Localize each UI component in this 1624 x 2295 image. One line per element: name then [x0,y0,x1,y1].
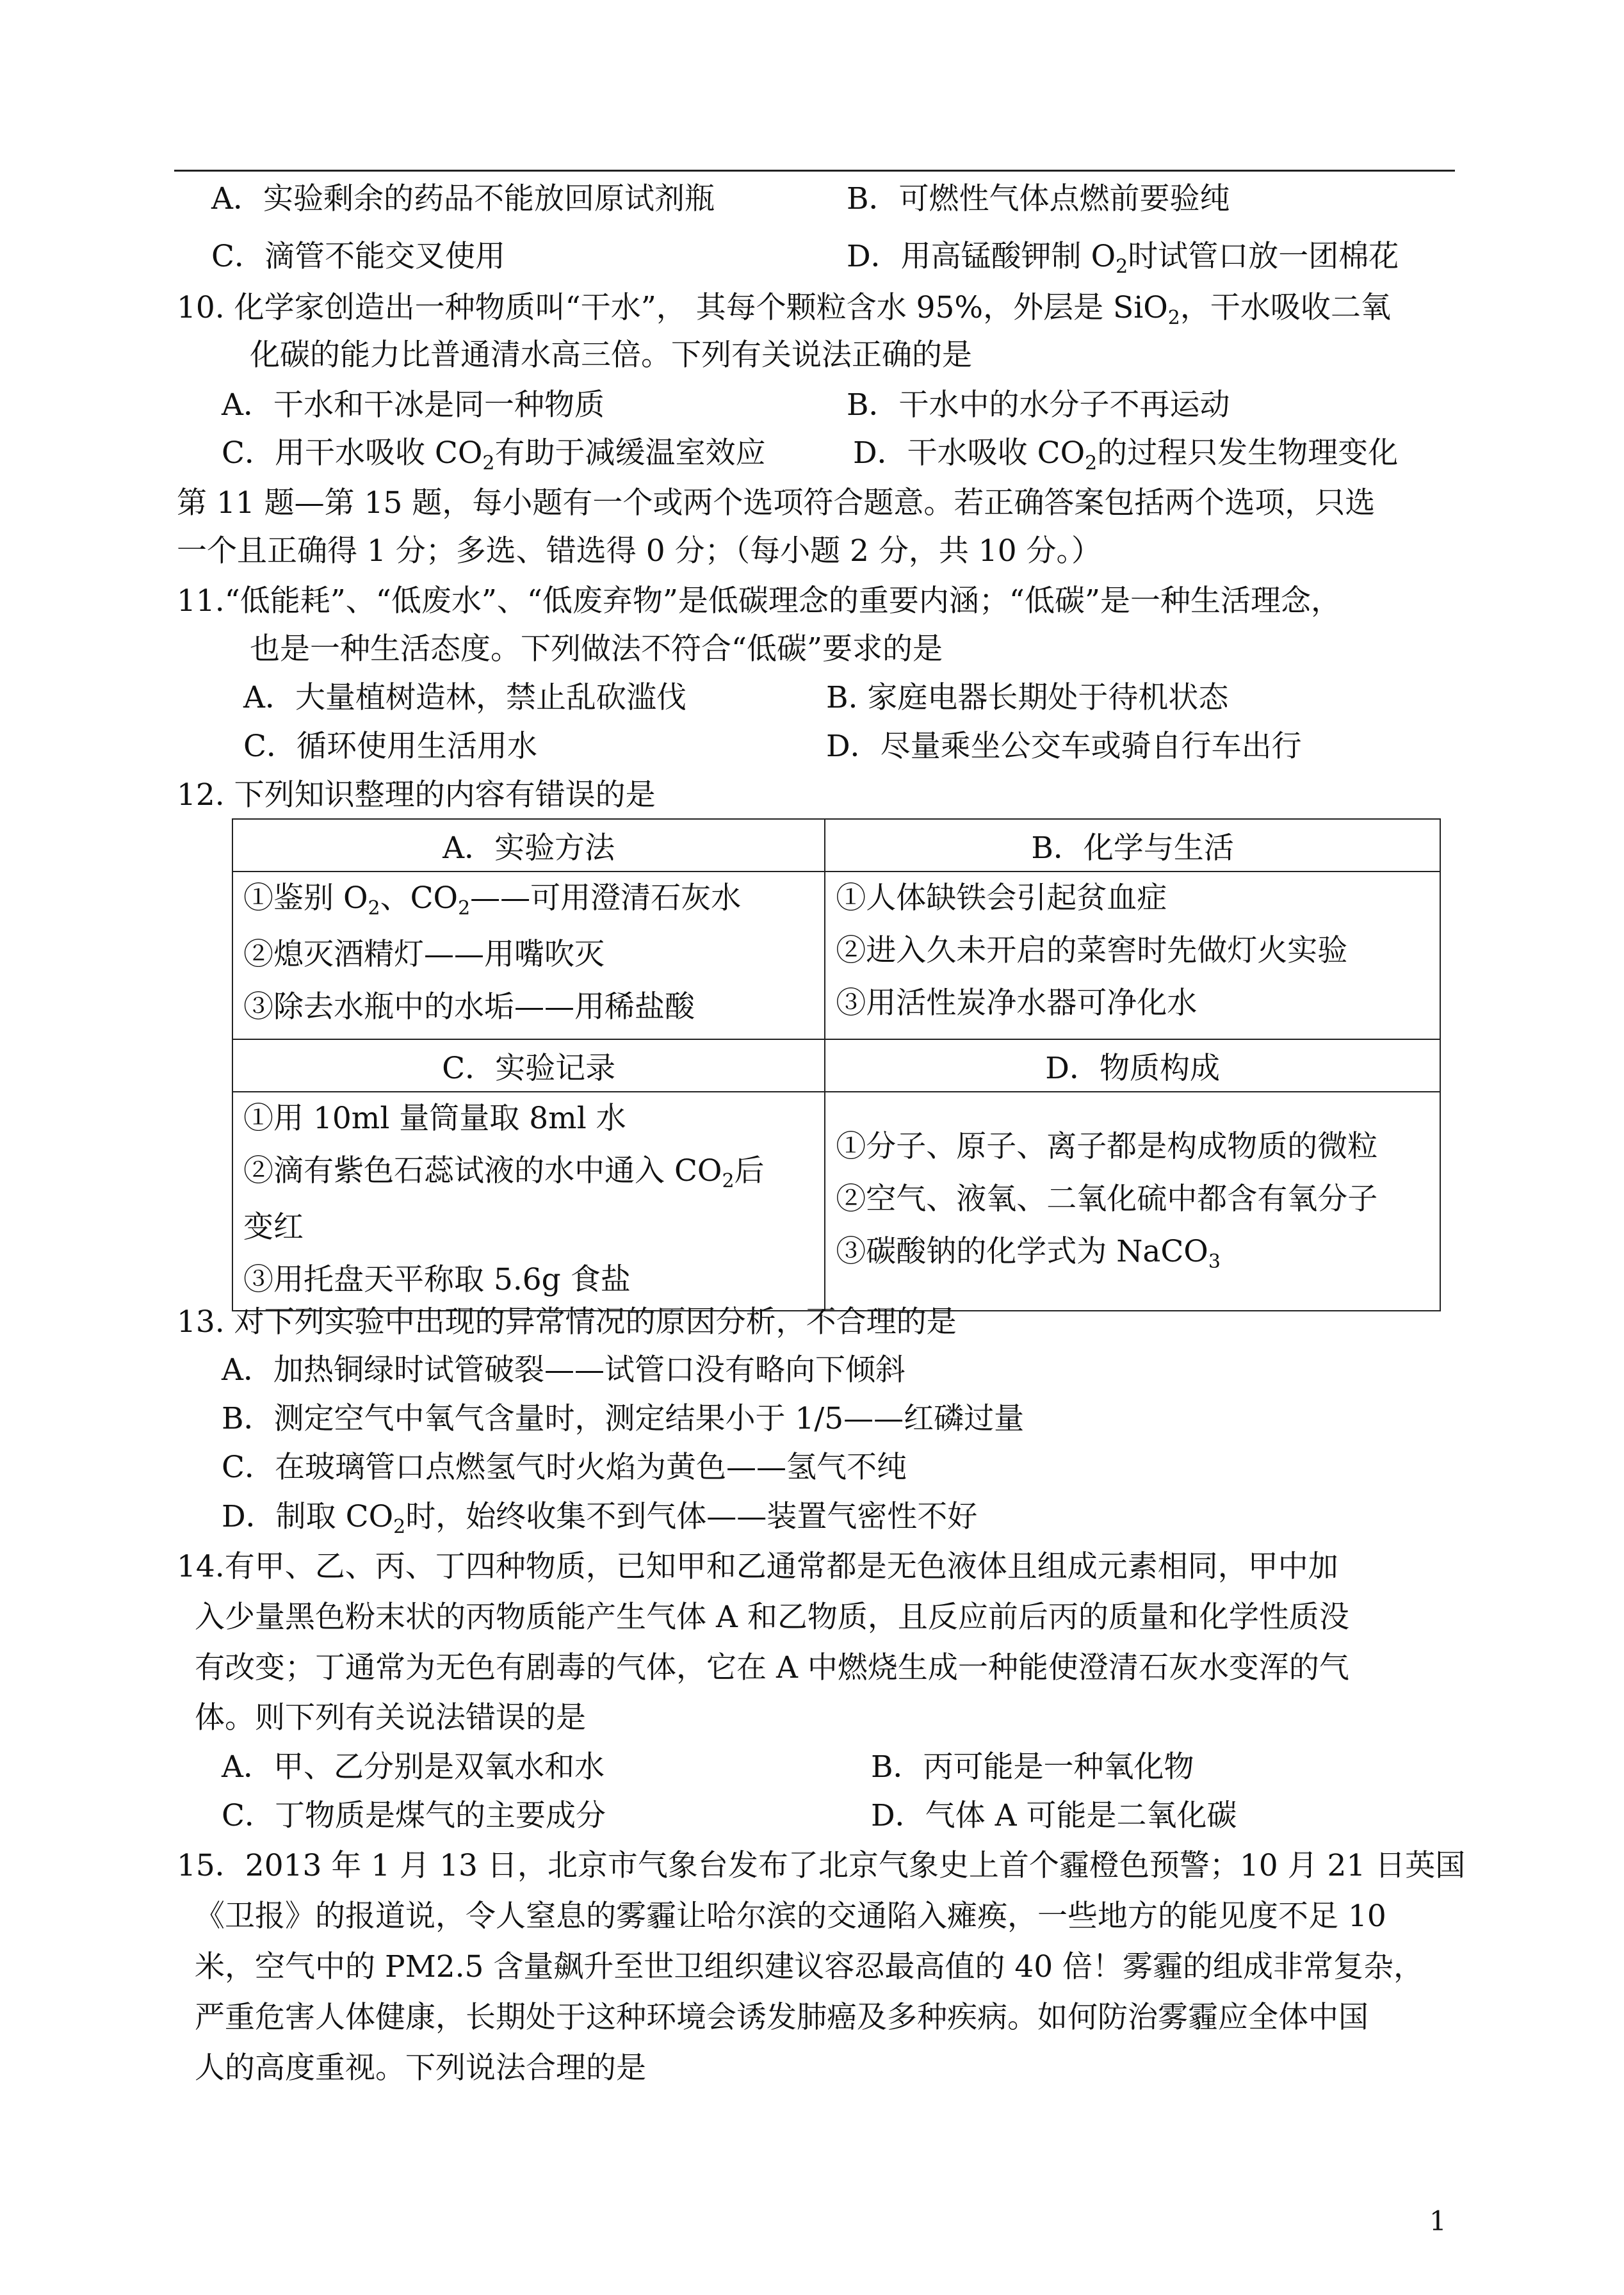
q13-option-c: C．在玻璃管口点燃氢气时火焰为黄色——氢气不纯 [222,1450,907,1485]
knowledge-table [232,818,1441,1311]
q11-option-a: A．大量植树造林，禁止乱砍滥伐 [243,680,686,715]
table-a-item-3: ③除去水瓶中的水垢——用稀盐酸 [243,989,695,1025]
q11-option-d: D．尽量乘坐公交车或骑自行车出行 [826,729,1302,764]
q15-stem-line4: 严重危害人体健康，长期处于这种环境会诱发肺癌及多种疾病。如何防治雾霾应全体中国 [195,2000,1368,2035]
table-head-b: B．化学与生活 [825,819,1440,872]
table-cell-d [825,1092,1440,1311]
q14-option-d: D．气体 A 可能是二氧化碳 [871,1798,1237,1833]
q14-option-c: C．丁物质是煤气的主要成分 [222,1798,606,1833]
table-cell-b [825,872,1440,1039]
q15-stem-line5: 人的高度重视。下列说法合理的是 [195,2050,646,2086]
q14-stem-line4: 体。则下列有关说法错误的是 [195,1700,586,1735]
q14-stem-line2: 入少量黑色粉末状的丙物质能产生气体 A 和乙物质，且反应前后丙的质量和化学性质没 [195,1600,1349,1635]
q14-option-b: B．丙可能是一种氧化物 [871,1749,1194,1785]
table-c-item-1: ①用 10ml 量筒量取 8ml 水 [243,1101,626,1136]
table-head-a: A．实验方法 [232,819,825,872]
table-b-item-2: ②进入久未开启的菜窖时先做灯火实验 [836,933,1348,968]
table-c-item-2-cont: 变红 [243,1210,304,1245]
table-b-item-3: ③用活性炭净水器可净化水 [836,985,1198,1021]
q15-stem-line3: 米，空气中的 PM2.5 含量飙升至世卫组织建议容忍最高值的 40 倍！雾霾的组成非常复杂， [195,1949,1424,1984]
q14-stem-line3: 有改变；丁通常为无色有剧毒的气体，它在 A 中燃烧生成一种能使澄清石灰水变浑的气 [195,1650,1349,1685]
q9-option-a: A．实验剩余的药品不能放回原试剂瓶 [211,181,715,216]
table-d-item-3: ③碳酸钠的化学式为 NaCO$_3$ [836,1234,1221,1273]
q10-stem-line2: 化碳的能力比普通清水高三倍。下列有关说法正确的是 [250,337,972,373]
q11-stem-line2: 也是一种生活态度。下列做法不符合“低碳”要求的是 [250,631,943,667]
q15-stem-line1: 15．2013 年 1 月 13 日，北京市气象台发布了北京气象史上首个霾橙色预警；10 月 21 日英国 [177,1848,1466,1883]
q9-option-d: D．用高锰酸钾制 $O_2$时试管口放一团棉花 [847,239,1399,278]
q9-option-c: C．滴管不能交叉使用 [211,239,505,274]
table-d-item-1: ①分子、原子、离子都是构成物质的微粒 [836,1129,1378,1164]
table-d-item-2: ②空气、液氧、二氧化硫中都含有氧分子 [836,1181,1378,1217]
table-a-item-2: ②熄灭酒精灯——用嘴吹灭 [243,937,605,972]
table-a-item-1: ①鉴别 $O_2$、$CO_2——$可用澄清石灰水 [243,880,742,920]
q10-stem-line1: 10. 化学家创造出一种物质叫“干水”， 其每个颗粒含水 95%，外层是 SiO$_2$，干水吸收二氧 [177,290,1391,329]
q13-option-d: D．制取 $CO_2$时，始终收集不到气体——装置气密性不好 [222,1499,978,1538]
q13-stem: 13. 对下列实验中出现的异常情况的原因分析，不合理的是 [177,1304,957,1340]
table-head-d: D．物质构成 [825,1039,1440,1092]
section-instructions-line1: 第 11 题—第 15 题，每小题有一个或两个选项符合题意。若正确答案包括两个选项，只选 [177,485,1376,521]
q10-option-d: D．干水吸收 $CO_2$的过程只发生物理变化 [853,435,1399,474]
section-instructions-line2: 一个且正确得 1 分；多选、错选得 0 分；（每小题 2 分，共 10 分。） [177,533,1102,569]
table-cell-a [232,872,825,1039]
table-cell-c [232,1092,825,1311]
q11-stem-line1: 11.“低能耗”、“低废水”、“低废弃物”是低碳理念的重要内涵；“低碳”是一种生活理念， [177,583,1341,619]
q14-option-a: A．甲、乙分别是双氧水和水 [222,1749,605,1785]
table-head-c: C．实验记录 [232,1039,825,1092]
q10-option-b: B．干水中的水分子不再运动 [847,387,1230,423]
page-number: 1 [1429,2205,1447,2237]
q10-option-c: C．用干水吸收 $CO_2$有助于减缓温室效应 [222,435,766,474]
q9-option-b: B．可燃性气体点燃前要验纯 [847,181,1230,216]
header-rule [174,170,1455,172]
table-b-item-1: ①人体缺铁会引起贫血症 [836,880,1167,916]
q15-stem-line2: 《卫报》的报道说，令人窒息的雾霾让哈尔滨的交通陷入瘫痪，一些地方的能见度不足 10 [195,1899,1386,1934]
table-c-item-3: ③用托盘天平称取 5.6g 食盐 [243,1262,631,1297]
q13-option-b: B．测定空气中氧气含量时，测定结果小于 1/5——红磷过量 [222,1401,1025,1436]
q11-option-c: C．循环使用生活用水 [243,729,537,764]
table-c-item-2: ②滴有紫色石蕊试液的水中通入 $CO_2$后 [243,1153,765,1192]
q10-option-a: A．干水和干冰是同一种物质 [222,387,605,423]
q14-stem-line1: 14.有甲、乙、丙、丁四种物质，已知甲和乙通常都是无色液体且组成元素相同，甲中加 [177,1549,1338,1584]
q11-option-b: B. 家庭电器长期处于待机状态 [826,680,1229,715]
q13-option-a: A．加热铜绿时试管破裂——试管口没有略向下倾斜 [222,1352,905,1388]
q12-stem: 12. 下列知识整理的内容有错误的是 [177,777,656,813]
